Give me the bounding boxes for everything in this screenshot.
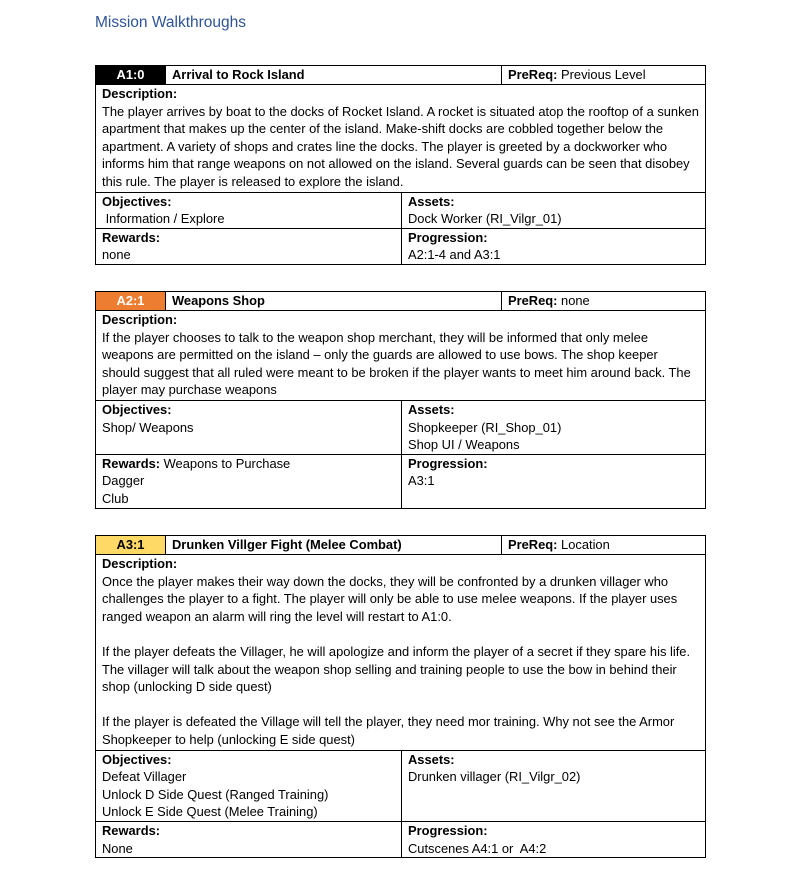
reward-item: None [102,840,133,856]
prereq-label: PreReq: [508,67,558,82]
progression-label: Progression: [408,455,488,471]
progression-item: Cutscenes A4:1 or A4:2 [408,840,547,856]
mission-title: Weapons Shop [166,292,502,310]
description-paragraph: If the player chooses to talk to the weapon shop merchant, they will be informed that only melee weapons are permitted on the island – only the guards are allowed to use bows. The shop keeper should suggest that all ruled were meant to be broken if the player wants to meet him around back. The player may purchase weapons [102,329,691,398]
mission-code: A1:0 [96,66,166,84]
rewards-label: Rewards: [102,822,161,838]
asset-item: Dock Worker (RI_Vilgr_01) [408,211,562,227]
prereq-label: PreReq: [508,293,558,308]
progression-label: Progression: [408,229,488,245]
objectives-label: Objectives: [102,751,172,767]
objectives-cell [96,193,402,228]
mission-code: A2:1 [96,292,166,310]
objective-item: Information / Explore [102,211,225,227]
rewards-cell [96,455,402,508]
asset-item: Drunken villager (RI_Vilgr_02) [408,769,581,785]
description-paragraph: The player arrives by boat to the docks of Rocket Island. A rocket is situated atop the rooftop of a sunken apartment that makes up the center of the island. Make-shift docks are cobbled together below the apartment. A variety of shops and crates line the docks. The player is greeted by a dockworker who informs him that range weapons on not allowed on the island. Several guards can be seen that disobey this rule. The player is released to explore the island. [102,103,699,189]
objective-item: Unlock E Side Quest (Melee Training) [102,804,318,820]
progression-cell [402,229,705,264]
mission-prereq [502,536,705,554]
assets-label: Assets: [408,193,455,209]
description-cell [96,311,705,400]
rewards-cell [96,822,402,857]
reward-item: Dagger [102,473,145,489]
progression-cell [402,822,705,857]
progression-label: Progression: [408,822,488,838]
assets-cell [402,193,705,228]
mission-prereq [502,66,705,84]
progression-item: A2:1-4 and A3:1 [408,247,501,263]
mission-title: Drunken Villger Fight (Melee Combat) [166,536,502,554]
description-label: Description: [102,86,178,101]
assets-cell [402,751,705,821]
objective-item: Defeat Villager [102,769,187,785]
objectives-label: Objectives: [102,401,172,417]
mission-table-a3-1 [95,535,706,858]
prereq-label: PreReq: [508,537,558,552]
objective-item: Shop/ Weapons [102,419,194,435]
description-paragraph: If the player is defeated the Village will tell the player, they need mor training. Why not see the Armor Shopkeeper to help (unlocking E side quest) [102,714,675,747]
progression-item: A3:1 [408,473,435,489]
mission-title: Arrival to Rock Island [166,66,502,84]
rewards-cell [96,229,402,264]
assets-cell [402,401,705,454]
asset-item: Shopkeeper (RI_Shop_01) [408,419,562,435]
progression-cell [402,455,705,508]
asset-item: Shop UI / Weapons [408,437,520,453]
objectives-cell [96,401,402,454]
reward-item: Club [102,490,129,506]
rewards-label: Rewards: [102,229,161,245]
prereq-value: Location [561,537,610,552]
objective-item: Unlock D Side Quest (Ranged Training) [102,786,329,802]
description-paragraph: If the player defeats the Villager, he will apologize and inform the player of a secret if they spare his life. The villager will talk about the weapon shop selling and training people to use the bow in behind their shop (unlocking D side quest) [102,643,691,695]
description-label: Description: [102,556,178,571]
objectives-cell [96,751,402,821]
rewards-inline: Weapons to Purchase [163,455,291,471]
description-label: Description: [102,312,178,327]
page-heading: Mission Walkthroughs [95,14,247,31]
objectives-label: Objectives: [102,193,172,209]
reward-item: none [102,247,131,263]
description-paragraph: Once the player makes their way down the docks, they will be confronted by a drunken villager who challenges the player to a fight. The player will only be able to use melee weapons. If the player uses ranged weapon an alarm will ring the level will restart to A1:0. [102,573,678,624]
description-cell [96,555,705,750]
prereq-value: Previous Level [561,67,646,82]
mission-prereq [502,292,705,310]
assets-label: Assets: [408,401,455,417]
assets-label: Assets: [408,751,455,767]
mission-table-a1-0 [95,65,706,265]
prereq-value: none [561,293,590,308]
description-cell [96,85,705,192]
rewards-label: Rewards: [102,455,161,471]
mission-code: A3:1 [96,536,166,554]
mission-table-a2-1 [95,291,706,509]
